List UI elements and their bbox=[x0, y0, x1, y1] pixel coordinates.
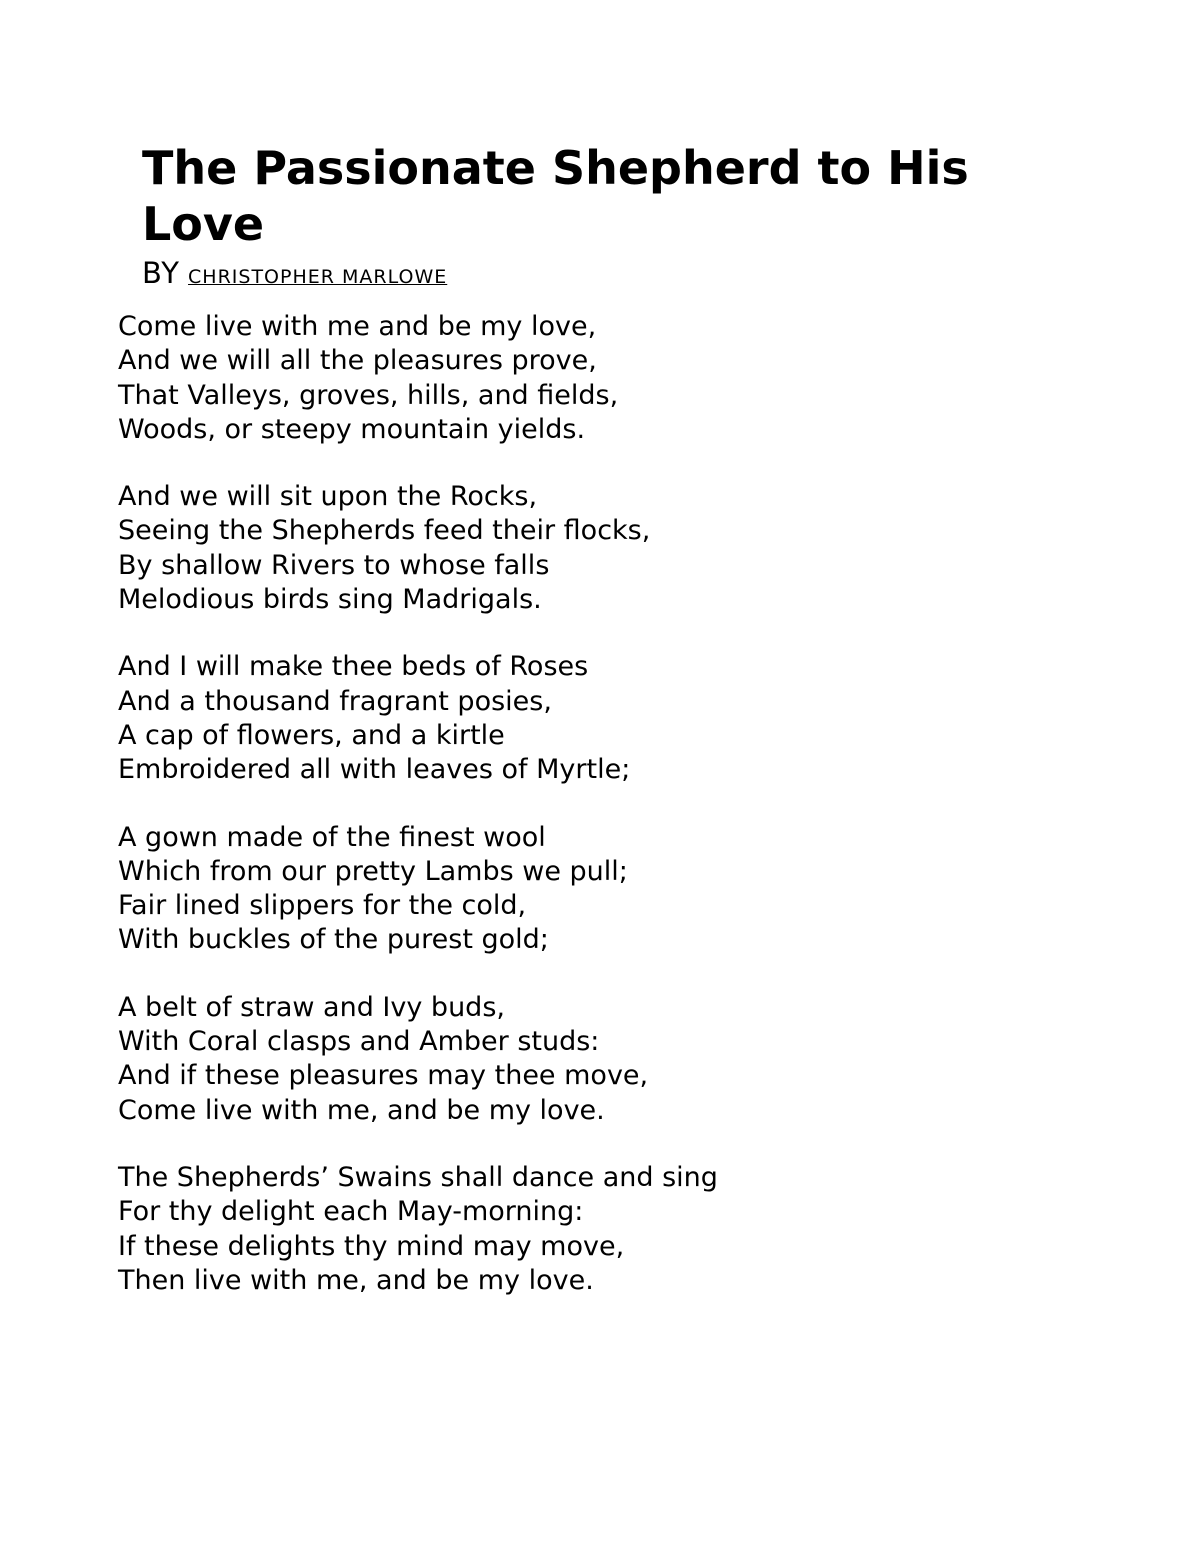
stanza bbox=[118, 650, 1018, 787]
stanza bbox=[118, 991, 1018, 1128]
poem-line: For thy delight each May-morning: bbox=[118, 1196, 584, 1228]
stanza bbox=[118, 310, 1018, 447]
poem-line: Which from our pretty Lambs we pull; bbox=[118, 855, 628, 887]
poem-line: The Shepherds’ Swains shall dance and sing bbox=[118, 1161, 718, 1193]
poem-line: And we will all the pleasures prove, bbox=[118, 345, 597, 377]
poem-line: Seeing the Shepherds feed their flocks, bbox=[118, 515, 651, 547]
poem-line: A gown made of the finest wool bbox=[118, 821, 546, 853]
poem-line: Then live with me, and be my love. bbox=[118, 1264, 594, 1296]
stanza bbox=[118, 1161, 1018, 1298]
poem-line: And I will make thee beds of Roses bbox=[118, 651, 589, 683]
poem-line: With Coral clasps and Amber studs: bbox=[118, 1026, 600, 1058]
poem-line: Come live with me, and be my love. bbox=[118, 1094, 605, 1126]
poem-line: Fair lined slippers for the cold, bbox=[118, 890, 527, 922]
poem-line: With buckles of the purest gold; bbox=[118, 924, 549, 956]
poem-line: That Valleys, groves, hills, and fields, bbox=[118, 379, 619, 411]
poem-line: A belt of straw and Ivy buds, bbox=[118, 991, 505, 1023]
poem-body bbox=[118, 310, 1018, 1331]
poem-line: If these delights thy mind may move, bbox=[118, 1230, 625, 1262]
poem-line: Woods, or steepy mountain yields. bbox=[118, 413, 586, 445]
poem-line: By shallow Rivers to whose falls bbox=[118, 549, 550, 581]
poem-line: And a thousand fragrant posies, bbox=[118, 685, 552, 717]
stanza bbox=[118, 480, 1018, 617]
stanza bbox=[118, 821, 1018, 958]
author-link[interactable]: CHRISTOPHER MARLOWE bbox=[188, 266, 448, 288]
byline bbox=[142, 256, 447, 290]
poem-line: A cap of flowers, and a kirtle bbox=[118, 719, 505, 751]
poem-line: Melodious birds sing Madrigals. bbox=[118, 584, 542, 616]
poem-line: Embroidered all with leaves of Myrtle; bbox=[118, 754, 631, 786]
poem-line: And we will sit upon the Rocks, bbox=[118, 481, 538, 513]
poem-line: Come live with me and be my love, bbox=[118, 311, 597, 342]
poem-line: And if these pleasures may thee move, bbox=[118, 1060, 649, 1092]
poem-title: The Passionate Shepherd to His Love bbox=[142, 141, 969, 251]
by-label: BY bbox=[142, 256, 181, 290]
